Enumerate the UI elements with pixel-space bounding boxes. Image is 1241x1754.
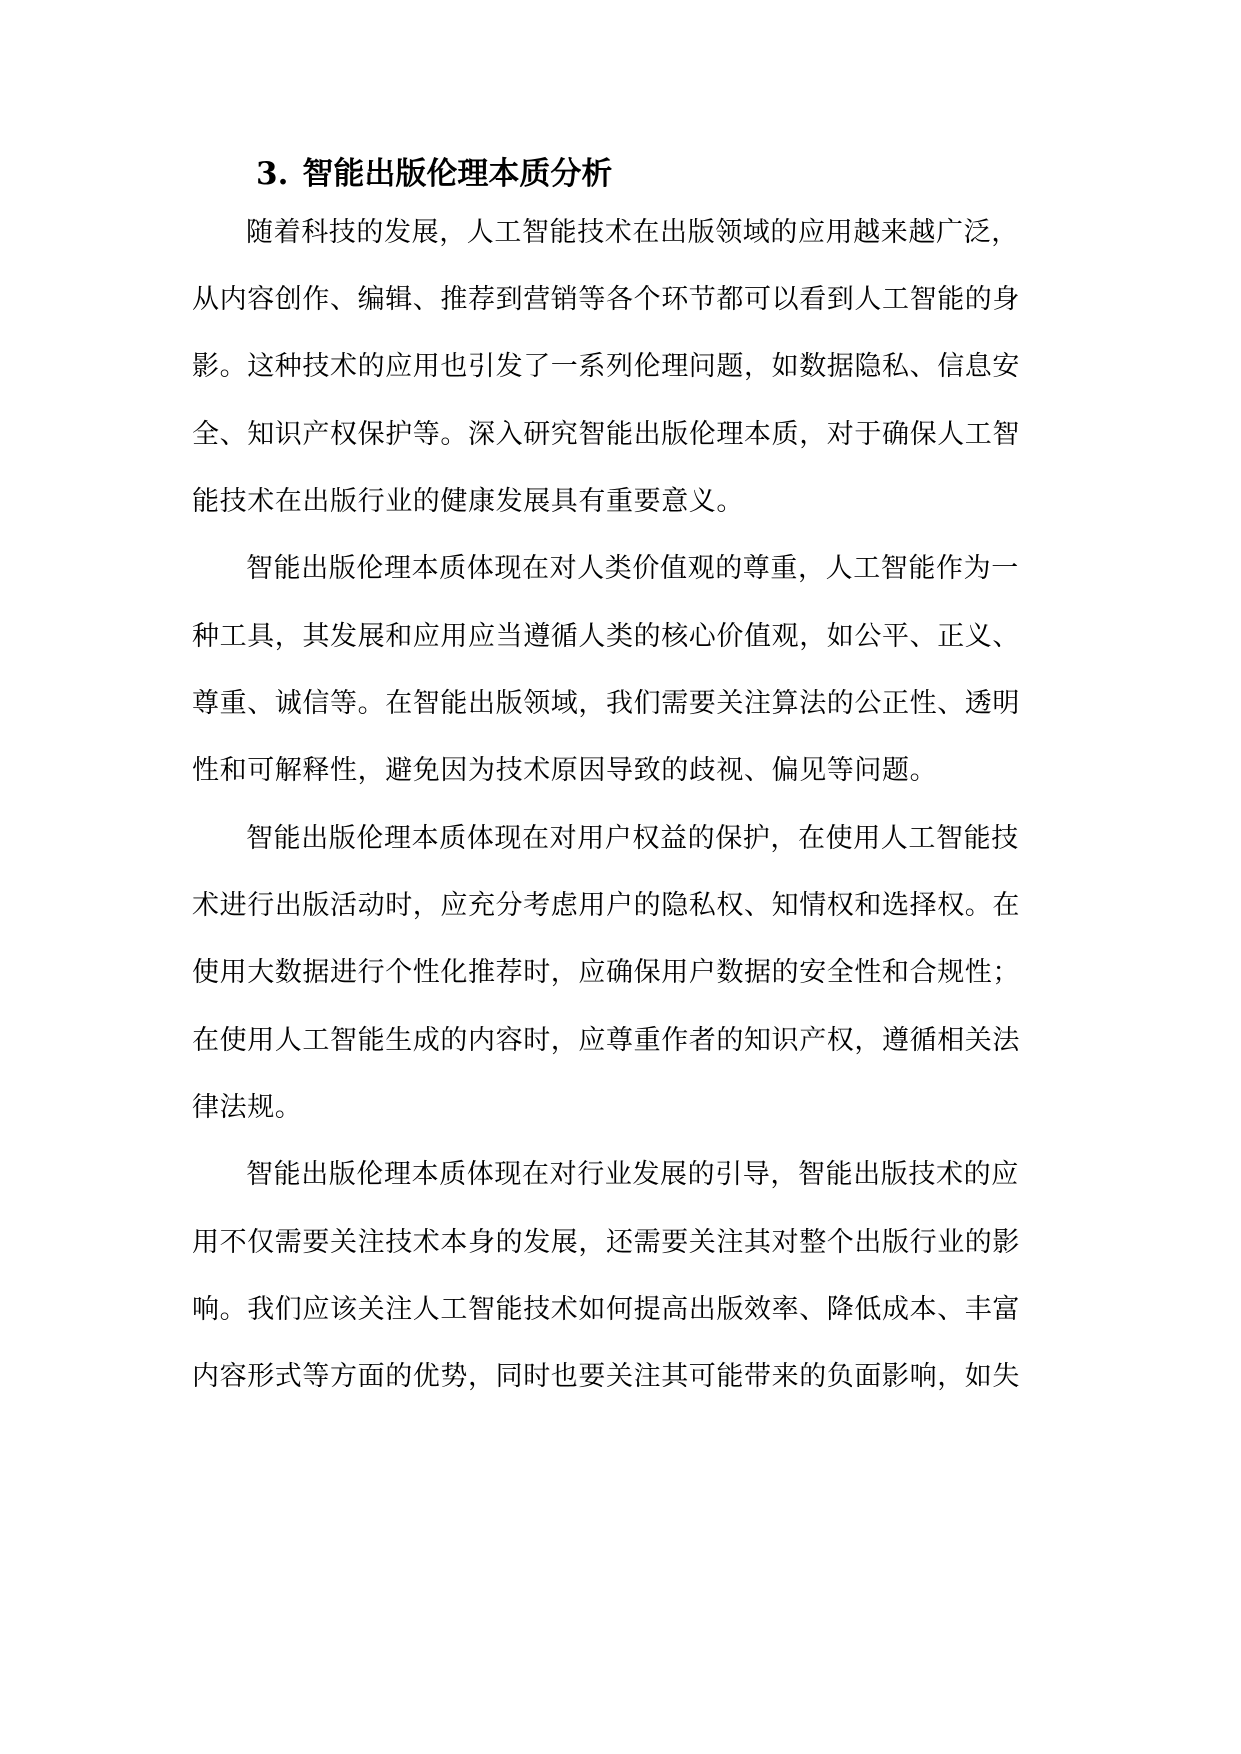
paragraph-4-line-4: 内容形式等方面的优势，同时也要关注其可能带来的负面影响，如失 [192,1361,1020,1392]
paragraph-1-line-1: 随着科技的发展，人工智能技术在出版领域的应用越来越广泛， [246,217,1019,248]
paragraph-3-line-3: 使用大数据进行个性化推荐时，应确保用户数据的安全性和合规性； [192,957,1020,988]
paragraph-3-line-2: 术进行出版活动时，应充分考虑用户的隐私权、知情权和选择权。在 [192,890,1020,921]
paragraph-1-line-4: 全、知识产权保护等。深入研究智能出版伦理本质，对于确保人工智 [192,419,1020,450]
paragraph-2-line-1: 智能出版伦理本质体现在对人类价值观的尊重，人工智能作为一 [246,553,1019,584]
paragraph-4-line-3: 响。我们应该关注人工智能技术如何提高出版效率、降低成本、丰富 [192,1294,1020,1325]
paragraph-3-line-1: 智能出版伦理本质体现在对用户权益的保护，在使用人工智能技 [246,823,1019,854]
paragraph-2-line-2: 种工具，其发展和应用应当遵循人类的核心价值观，如公平、正义、 [192,621,1020,652]
section-number: 3. [256,156,289,192]
paragraph-1-line-5: 能技术在出版行业的健康发展具有重要意义。 [192,486,744,517]
paragraph-4-line-2: 用不仅需要关注技术本身的发展，还需要关注其对整个出版行业的影 [192,1227,1020,1258]
section-heading [256,150,612,198]
paragraph-3-line-4: 在使用人工智能生成的内容时，应尊重作者的知识产权，遵循相关法 [192,1025,1020,1056]
paragraph-2-line-3: 尊重、诚信等。在智能出版领域，我们需要关注算法的公正性、透明 [192,688,1020,719]
paragraph-2-line-4: 性和可解释性，避免因为技术原因导致的歧视、偏见等问题。 [192,755,938,786]
paragraph-1-line-2: 从内容创作、编辑、推荐到营销等各个环节都可以看到人工智能的身 [192,284,1020,315]
paragraph-1-line-3: 影。这种技术的应用也引发了一系列伦理问题，如数据隐私、信息安 [192,351,1020,382]
paragraph-4-line-1: 智能出版伦理本质体现在对行业发展的引导，智能出版技术的应 [246,1159,1019,1190]
paragraph-3-line-5: 律法规。 [192,1092,303,1123]
section-title: 智能出版伦理本质分析 [302,156,613,192]
